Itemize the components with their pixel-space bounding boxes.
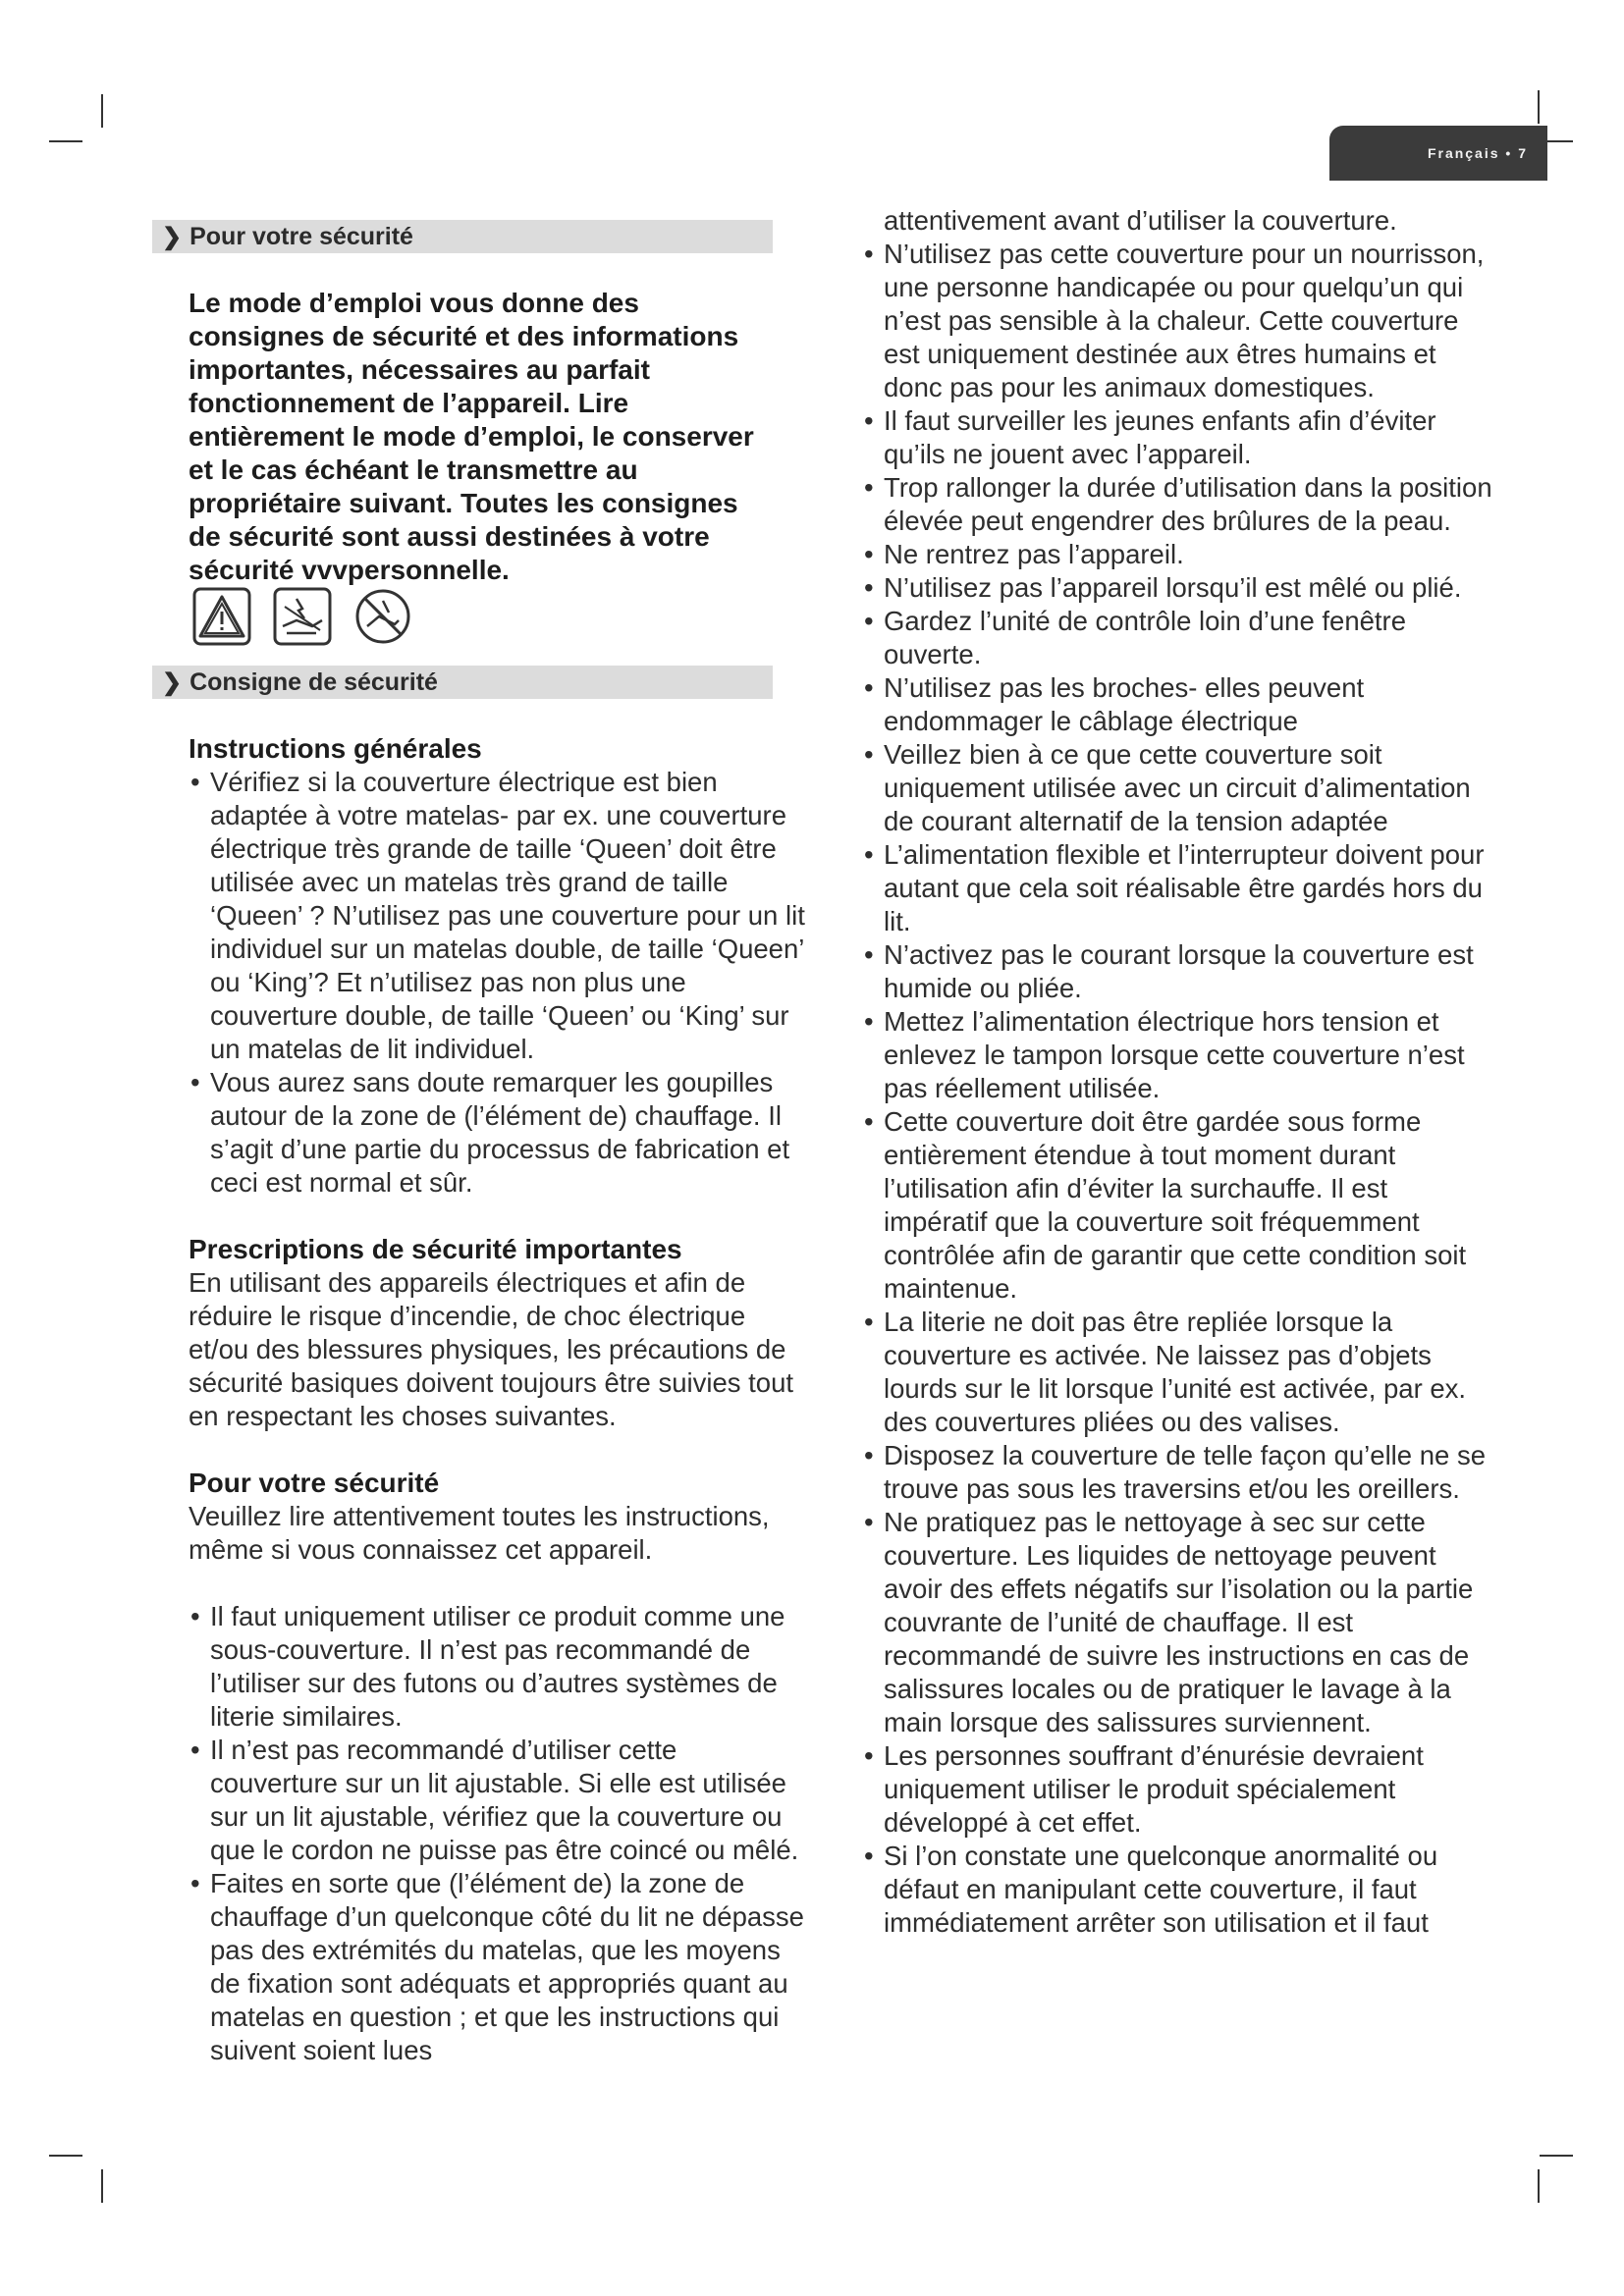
list-item: • Cette couverture doit être gardée sous forme entièrement étendue à tout moment durant l’utilisation afin d’éviter la surchauffe. Il est impératif que la couverture soit fréquemment contrôlée afin de garantir que cette condition soit maintenue. — [862, 1105, 1492, 1306]
no-pins-icon — [353, 587, 412, 646]
list-item: • Si l’on constate une quelconque anormalité ou défaut en manipulant cette couverture, il faut immédiatement arrêter son utilisation et il faut — [862, 1840, 1492, 1940]
crop-mark — [1540, 2155, 1573, 2157]
general-list — [189, 766, 805, 1200]
list-item: • La literie ne doit pas être repliée lorsque la couverture es activée. Ne laissez pas d’objets lourds sur le lit lorsque l’unité est activée, par ex. des couvertures pliées ou des valises. — [862, 1306, 1492, 1439]
list-item: • Trop rallonger la durée d’utilisation dans la position élevée peut engendrer des brûlures de la peau. — [862, 471, 1492, 538]
chevron-right-icon: ❯ — [162, 223, 183, 250]
section-title: Consigne de sécurité — [189, 667, 438, 696]
heading-important: Prescriptions de sécurité importantes — [189, 1234, 682, 1264]
list-item: • L’alimentation flexible et l’interrupteur doivent pour autant que cela soit réalisable être gardés hors du lit. — [862, 838, 1492, 938]
crop-mark — [49, 140, 82, 142]
list-item: • N’utilisez pas cette couverture pour un nourrisson, une personne handicapée ou pour quelqu’un qui n’est pas sensible à la chaleur. Cette couverture est uniquement destinée aux êtres humains et donc pas pour les animaux domestiques. — [862, 238, 1492, 404]
section-bar-pour-votre-securite — [152, 220, 773, 253]
continuation-text: attentivement avant d’utiliser la couverture. — [884, 205, 1397, 236]
list-item: • N’utilisez pas l’appareil lorsqu’il est mêlé ou plié. — [862, 571, 1492, 605]
left-column — [189, 732, 805, 2067]
safety-text: Veuillez lire attentivement toutes les instructions, même si vous connaissez cet appareil. — [189, 1501, 770, 1565]
list-item: • Faites en sorte que (l’élément de) la zone de chauffage d’un quelconque côté du lit ne dépasse pas des extrémités du matelas, que les moyens de fixation sont adéquats et appropriés quant au matelas en question ; et que les instructions qui suivent soient lues — [189, 1867, 805, 2067]
crop-mark — [101, 2169, 103, 2203]
heading-general: Instructions générales — [189, 733, 482, 764]
list-item: • Veillez bien à ce que cette couverture soit uniquement utilisée avec un circuit d’alimentation de courant alternatif de la tension adaptée — [862, 738, 1492, 838]
no-folding-icon — [273, 587, 332, 646]
crop-mark — [1538, 2169, 1540, 2203]
safety-list-right — [862, 238, 1492, 1940]
list-item: • N’activez pas le courant lorsque la couverture est humide ou pliée. — [862, 938, 1492, 1005]
safety-list-left — [189, 1600, 805, 2067]
warning-triangle-icon — [192, 587, 251, 646]
important-text: En utilisant des appareils électriques et afin de réduire le risque d’incendie, de choc électrique et/ou des blessures physiques, les précautions de sécurité basiques doivent toujours être suivies tout en respectant les choses suivantes. — [189, 1267, 794, 1431]
list-item: • Vérifiez si la couverture électrique est bien adaptée à votre matelas- par ex. une couverture électrique très grande de taille ‘Queen’ doit être utilisée avec un matelas très grand de taille ‘Queen’ ? N’utilisez pas une couverture pour un lit individuel sur un matelas double, de taille ‘Queen’ ou ‘King’? Et n’utilisez pas non plus une couverture double, de taille ‘Queen’ ou ‘King’ sur un matelas de lit individuel. — [189, 766, 805, 1066]
right-column — [862, 204, 1492, 1940]
chevron-right-icon: ❯ — [162, 668, 183, 696]
intro-paragraph: Le mode d’emploi vous donne des consignes de sécurité et des informations importantes, nécessaires au parfait fonctionnement de l’appareil. Lire entièrement le mode d’emploi, le conserver et le cas échéant le transmettre au propriétaire suivant. Toutes les consignes de sécurité sont aussi destinées à votre sécurité vvvpersonnelle. — [189, 288, 754, 585]
heading-safety: Pour votre sécurité — [189, 1468, 440, 1498]
crop-mark — [1538, 90, 1540, 124]
list-item: • Les personnes souffrant d’énurésie devraient uniquement utiliser le produit spécialement développé à cet effet. — [862, 1739, 1492, 1840]
list-item: • Il n’est pas recommandé d’utiliser cette couverture sur un lit ajustable. Si elle est utilisée sur un lit ajustable, vérifiez que la couverture ou que le cordon ne puisse pas être coincé ou mêlé. — [189, 1734, 805, 1867]
section-bar-consigne — [152, 666, 773, 699]
list-item: • Mettez l’alimentation électrique hors tension et enlevez le tampon lorsque cette couverture n’est pas réellement utilisée. — [862, 1005, 1492, 1105]
list-item: • Disposez la couverture de telle façon qu’elle ne se trouve pas sous les traversins et/ou les oreillers. — [862, 1439, 1492, 1506]
list-item: • Ne rentrez pas l’appareil. — [862, 538, 1492, 571]
page-number-tab: Français • 7 — [1329, 126, 1547, 181]
list-item: • N’utilisez pas les broches- elles peuvent endommager le câblage électrique — [862, 671, 1492, 738]
list-item: • Il faut uniquement utiliser ce produit comme une sous-couverture. Il n’est pas recommandé de l’utiliser sur des futons ou d’autres systèmes de literie similaires. — [189, 1600, 805, 1734]
section-title: Pour votre sécurité — [189, 222, 413, 250]
list-item: • Ne pratiquez pas le nettoyage à sec sur cette couverture. Les liquides de nettoyage peuvent avoir des effets négatifs sur l’isolation ou la partie couvrante de l’unité de chauffage. Il est recommandé de suivre les instructions en cas de salissures locales ou de pratiquer le lavage à la main lorsque des salissures surviennent. — [862, 1506, 1492, 1739]
list-item: • Il faut surveiller les jeunes enfants afin d’éviter qu’ils ne jouent avec l’appareil. — [862, 404, 1492, 471]
crop-mark — [49, 2155, 82, 2157]
safety-icons — [192, 587, 412, 646]
crop-mark — [101, 94, 103, 128]
list-item: • Gardez l’unité de contrôle loin d’une fenêtre ouverte. — [862, 605, 1492, 671]
list-item: • Vous aurez sans doute remarquer les goupilles autour de la zone de (l’élément de) chauffage. Il s’agit d’une partie du processus de fabrication et ceci est normal et sûr. — [189, 1066, 805, 1200]
